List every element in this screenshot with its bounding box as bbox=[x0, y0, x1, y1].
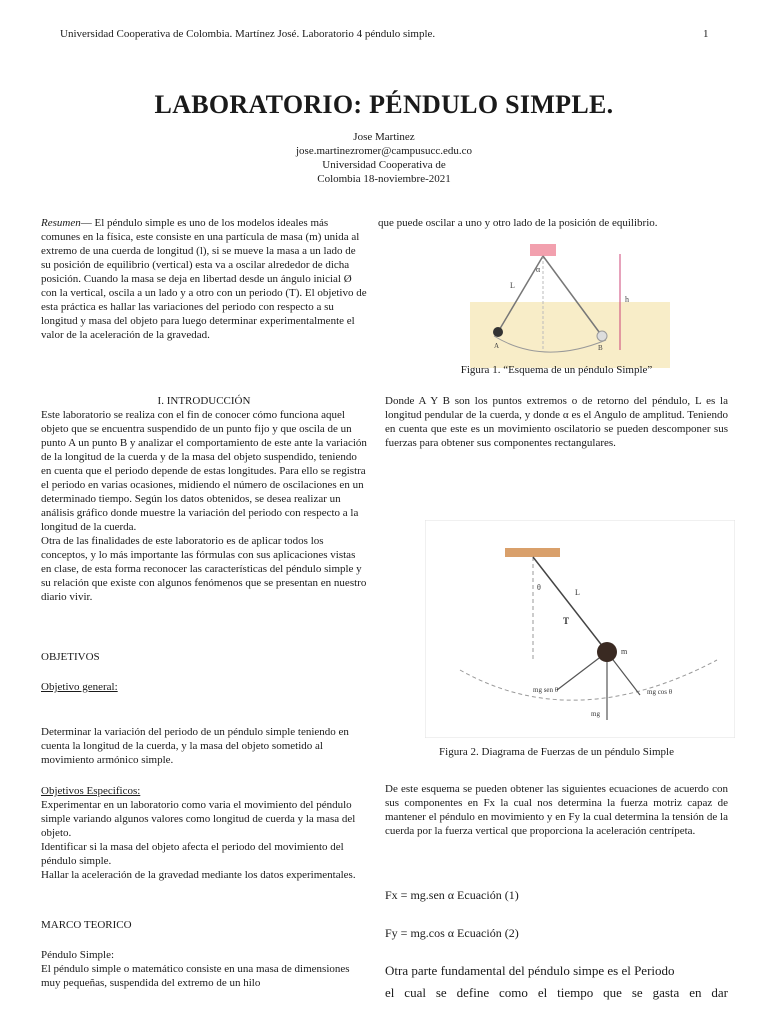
intro-body bbox=[41, 408, 367, 604]
marco-text: El péndulo simple o matemático consiste en una masa de dimensiones muy pequeñas, suspendida del extremo de un hilo bbox=[41, 963, 350, 989]
fig2-frame bbox=[425, 520, 735, 738]
fig2-label-t: T bbox=[563, 616, 570, 626]
objective-specific-1: Experimentar en un laboratorio como varia el movimiento del péndulo simple variando algunos valores como longitud de cuerda y la masa del objeto. bbox=[41, 799, 356, 839]
abstract-text: — El péndulo simple es uno de los modelos ideales más comunes en la física, este consiste en una partícula de masa (m) unida al extremo de una cuerda de longitud (l), si se mueve la masa a un lado de su posición de equilibrio (vertical) esta va a oscilar alrededor de dicha posición. Cuando la masa se deja en libertad desde un ángulo inicial Ø con la vertical, oscila a un lado y a otro con un periodo (T). El objetivo de esta práctica es hallar las variaciones del periodo con respecto a su longitud y masa del objeto para luego determinar experimentalmente el valor de la aceleración de la gravedad. bbox=[41, 217, 367, 341]
figure-1-caption: Figura 1. “Esquema de un péndulo Simple” bbox=[460, 364, 653, 376]
objectives-heading: OBJETIVOS bbox=[41, 651, 100, 663]
fig2-label-mg-sen: mg sen θ bbox=[533, 686, 559, 694]
fig2-label-l: L bbox=[575, 588, 580, 597]
right-paragraph-3 bbox=[385, 960, 728, 1004]
objective-general-text: Determinar la variación del periodo de un péndulo simple teniendo en cuenta la longitud de la cuerda, y la masa del objeto sometido al movimiento armónico simple. bbox=[41, 726, 349, 766]
fig2-label-m: m bbox=[621, 647, 628, 656]
intro-paragraph-2: Otra de las finalidades de este laboratorio es de aplicar todos los conceptos, y lo más importante las fórmulas con sus aplicaciones vistas en clase, de esta forma reconocer las características del péndulo simple y su relación que existe con algunos fenómenos que se presentan en nuestro diario vivir. bbox=[41, 535, 367, 603]
author-institution: Universidad Cooperativa de bbox=[322, 159, 446, 171]
fig2-bob bbox=[597, 642, 617, 662]
fig1-mass-a bbox=[493, 327, 503, 337]
right-paragraph-2: De este esquema se pueden obtener las siguientes ecuaciones de acuerdo con sus componentes en Fx la cual nos determina la fuerza motriz capaz de mantener el péndulo en movimiento y en Fy la cual determina la tensión de la cuerda por la fuerza vertical que proporciona la aceleración centrípeta. bbox=[385, 783, 728, 837]
fig2-ceiling bbox=[505, 548, 560, 557]
intro-paragraph-1: Este laboratorio se realiza con el fin de conocer cómo funciona aquel objeto que se encuentra suspendido de un punto fijo y que oscila de un punto A un punto B y analizar el comportamiento de este ante la variación de la longitud de la cuerda y de la masa del objeto suspendido, teniendo en cuenta que el periodo depende de estas longitudes. Para ello se registra el periodo en varias ocasiones, midiendo el número de oscilaciones en un determinado tiempo. Según los datos obtenidos, se desea realizar un análisis gráfico donde muestre la variación del periodo con respecto a la longitud de la cuerda. bbox=[41, 409, 367, 533]
objectives-specific-label: Objetivos Especificos: bbox=[41, 785, 141, 797]
right-paragraph-3-line-1: Otra parte fundamental del péndulo simpe es el Periodo bbox=[385, 963, 675, 978]
author-location-date: Colombia 18-noviembre-2021 bbox=[317, 173, 451, 185]
right-paragraph-1: Donde A Y B son los puntos extremos o de retorno del péndulo, L es la longitud pendular de la cuerda, y donde α es el Angulo de amplitud. Teniendo en cuenta que este es un movimiento oscilatorio se pueden descomponer sus fuerzas para obtener sus componentes rectangulares. bbox=[385, 395, 728, 449]
objectives-specific-list bbox=[41, 798, 367, 882]
fig1-label-b: B bbox=[598, 344, 603, 352]
fig1-label-h: h bbox=[625, 295, 629, 304]
running-head: Universidad Cooperativa de Colombia. Martínez José. Laboratorio 4 péndulo simple. bbox=[60, 28, 436, 40]
marco-subheading: Péndulo Simple: bbox=[41, 949, 115, 961]
fig2-label-mg-cos: mg cos θ bbox=[647, 688, 673, 696]
fig1-label-l: L bbox=[510, 281, 515, 290]
objective-specific-2: Identificar si la masa del objeto afecta el periodo del movimiento del péndulo simple. bbox=[41, 841, 344, 867]
figure-2-caption: Figura 2. Diagrama de Fuerzas de un péndulo Simple bbox=[439, 746, 674, 758]
fig1-pivot-support bbox=[530, 244, 556, 256]
fig1-label-alpha: α bbox=[536, 265, 541, 274]
fig1-label-a: A bbox=[494, 342, 500, 350]
abstract-label: Resumen bbox=[41, 217, 81, 229]
document-title: LABORATORIO: PÉNDULO SIMPLE. bbox=[154, 90, 614, 119]
objective-general-label: Objetivo general: bbox=[41, 681, 118, 693]
marco-heading: MARCO TEORICO bbox=[41, 919, 132, 931]
fig1-mass-b bbox=[597, 331, 607, 341]
right-paragraph-3-line-2: el cual se define como el tiempo que se gasta en dar bbox=[385, 985, 728, 1000]
fig2-label-mg: mg bbox=[591, 710, 600, 718]
intro-heading: I. INTRODUCCIÓN bbox=[157, 395, 251, 407]
figure-1-pendulum-diagram bbox=[470, 240, 670, 370]
equation-1: Fx = mg.sen α Ecuación (1) bbox=[385, 888, 519, 902]
objective-specific-3: Hallar la aceleración de la gravedad mediante los datos experimentales. bbox=[41, 869, 356, 881]
figure-2-force-diagram bbox=[425, 520, 735, 738]
abstract-continuation: que puede oscilar a uno y otro lado de la posición de equilibrio. bbox=[378, 217, 658, 229]
fig2-label-theta: θ bbox=[537, 583, 541, 592]
author-name: Jose Martinez bbox=[353, 131, 415, 143]
author-block bbox=[0, 130, 768, 186]
page-number: 1 bbox=[703, 28, 709, 40]
author-email[interactable]: jose.martinezromer@campusucc.edu.co bbox=[296, 145, 472, 157]
abstract bbox=[41, 216, 367, 342]
equation-2: Fy = mg.cos α Ecuación (2) bbox=[385, 926, 519, 940]
